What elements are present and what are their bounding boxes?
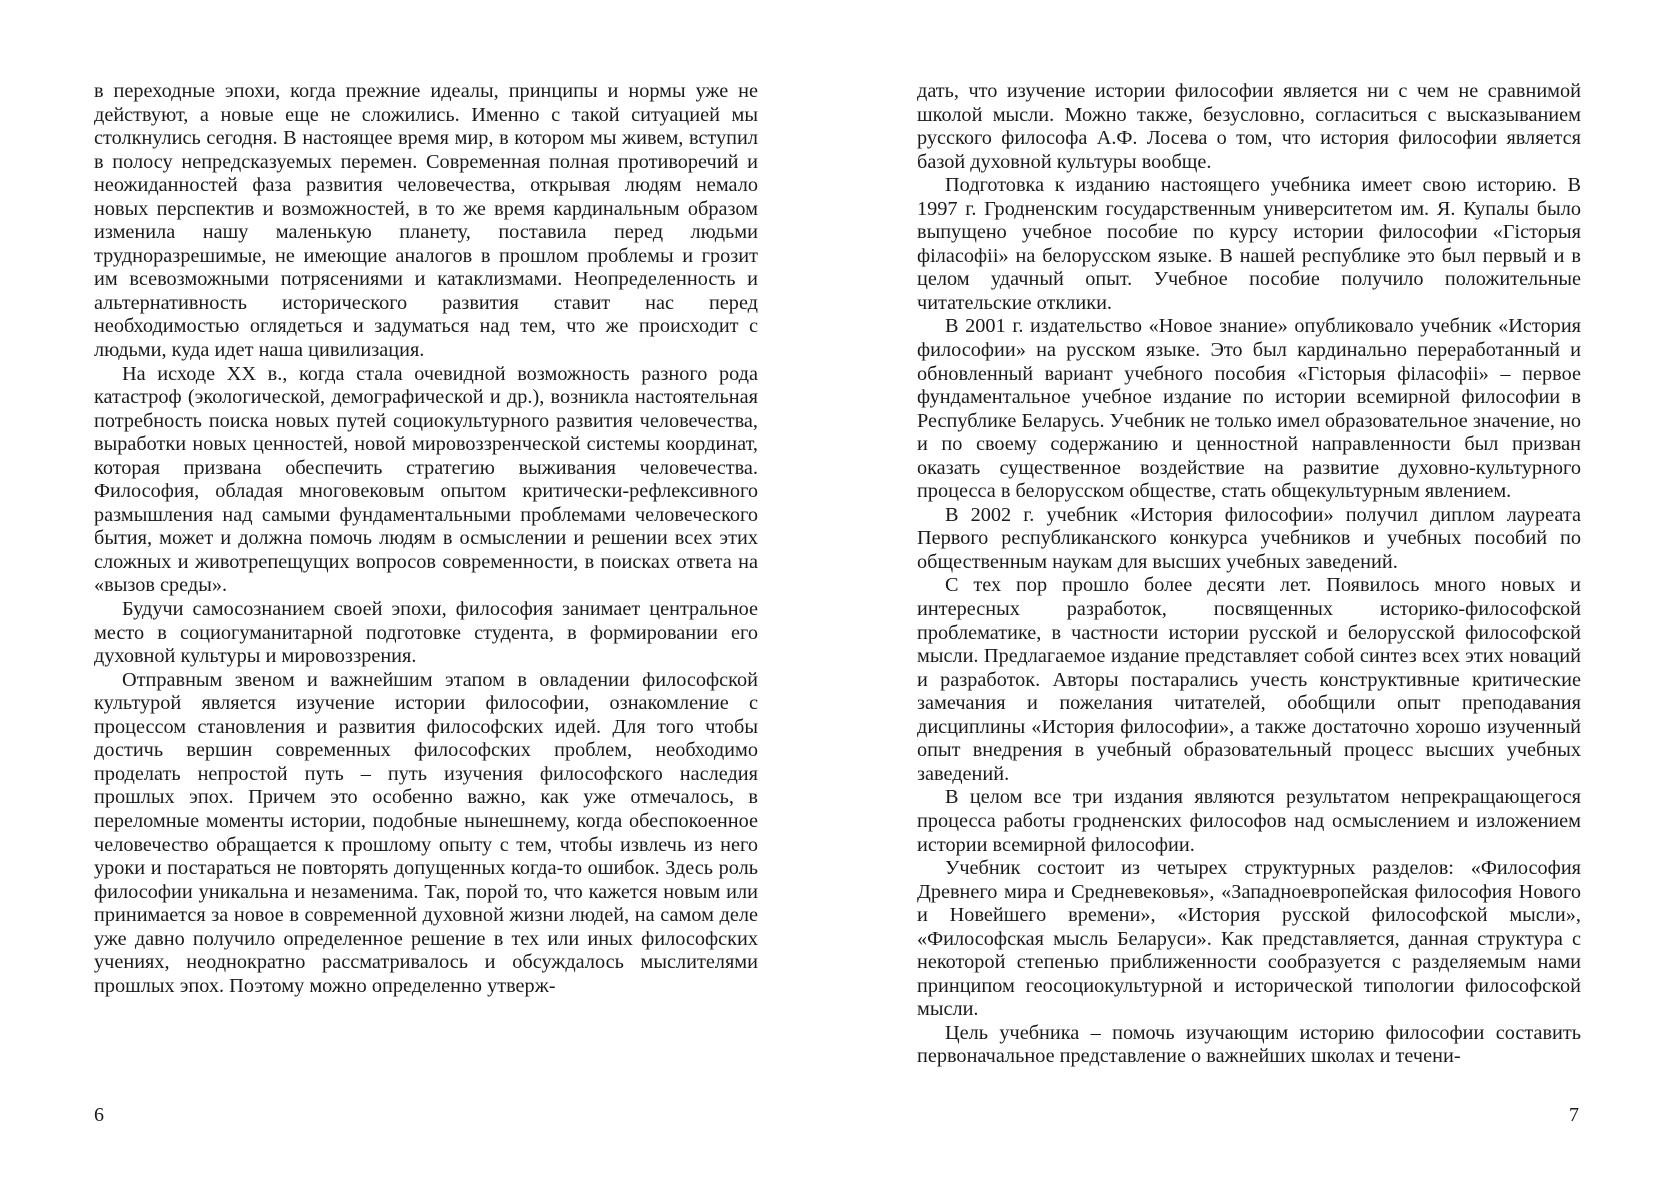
- paragraph: в переходные эпохи, когда прежние идеалы, принципы и нормы уже не действуют, а новые еще не сложились. Именно с такой ситуацией мы столкнулись сегодня. В настоящее время мир, в котором мы живем, вступил в полосу непредсказуемых перемен. Современная полная противоречий и неожиданностей фаза развития человечества, открывая людям немало новых перспектив и возможностей, в то же время кардинальным образом изменила нашу маленькую планету, поставила перед людьми трудноразрешимые, не имеющие аналогов в прошлом проблемы и грозит им всевозможными потрясениями и катаклизмами. Неопределенность и альтернативность исторического развития ставит нас перед необходимостью оглядеться и задуматься над тем, что же происходит с людьми, куда идет наша цивилизация.: [94, 80, 758, 362]
- page-number-left: 6: [94, 1104, 104, 1126]
- paragraph: На исходе XX в., когда стала очевидной возможность разного рода катастроф (экологической, демографической и др.), возникла настоятельная потребность поиска новых путей социокультурного развития человечества, выработки новых ценностей, новой мировоззренческой системы координат, которая призвана обеспечить стратегию выживания человечества. Философия, обладая многовековым опытом критически-рефлексивного размышления над самыми фундаментальными проблемами человеческого бытия, может и должна помочь людям в осмыслении и решении всех этих сложных и животрепещущих вопросов современности, в поисках ответа на «вызов среды».: [94, 362, 758, 597]
- paragraph: В 2001 г. издательство «Новое знание» опубликовало учебник «История философии» на русском языке. Это был кардинально переработанный и обновленный вариант учебного пособия «Гісторыя філасофіі» – первое фундаментальное учебное издание по истории всемирной философии в Республике Беларусь. Учебник не только имел образовательное значение, но и по своему содержанию и ценностной направленности был призван оказать существенное воздействие на развитие духовно-культурного процесса в белорусском обществе, стать общекультурным явлением.: [917, 315, 1581, 503]
- paragraph: Учебник состоит из четырех структурных разделов: «Философия Древнего мира и Средневековья», «Западноевропейская философия Нового и Новейшего времени», «История русской философской мысли», «Философская мысль Беларуси». Как представляется, данная структура с некоторой степенью приближенности сообразуется с разделяемым нами принципом геосоциокультурной и исторической типологии философской мысли.: [917, 857, 1581, 1021]
- paragraph: Отправным звеном и важнейшим этапом в овладении философской культурой является изучение истории философии, ознакомление с процессом становления и развития философских идей. Для того чтобы достичь вершин современных философских проблем, необходимо проделать непростой путь – путь изучения философского наследия прошлых эпох. Причем это особенно важно, как уже отмечалось, в переломные моменты истории, подобные нынешнему, когда обеспокоенное человечество обращается к прошлому опыту с тем, чтобы извлечь из него уроки и постараться не повторять допущенных когда-то ошибок. Здесь роль философии уникальна и незаменима. Так, порой то, что кажется новым или принимается за новое в современной духовной жизни людей, на самом деле уже давно получило определенное решение в тех или иных философских учениях, неоднократно рассматривалось и обсуждалось мыслителями прошлых эпох. Поэтому можно определенно утверж-: [94, 668, 758, 997]
- paragraph: В 2002 г. учебник «История философии» получил диплом лауреата Первого республиканского конкурса учебников и учебных пособий по общественным наукам для высших учебных заведений.: [917, 503, 1581, 573]
- right-page-text: [917, 80, 1581, 1069]
- paragraph: дать, что изучение истории философии является ни с чем не сравнимой школой мысли. Можно также, безусловно, согласиться с высказыванием русского философа А.Ф. Лосева о том, что история философии является базой духовной культуры вообще.: [917, 80, 1581, 173]
- left-page: [94, 80, 758, 1100]
- paragraph: В целом все три издания являются результатом непрекращающегося процесса работы гродненских философов над осмыслением и изложением истории всемирной философии.: [917, 786, 1581, 856]
- paragraph: С тех пор прошло более десяти лет. Появилось много новых и интересных разработок, посвященных историко-философской проблематике, в частности истории русской и белорусской философской мысли. Предлагаемое издание представляет собой синтез всех этих новаций и разработок. Авторы постарались учесть конструктивные критические замечания и пожелания читателей, обобщили опыт преподавания дисциплины «История философии», а также достаточно хорошо изученный опыт внедрения в учебный образовательный процесс высших учебных заведений.: [917, 574, 1581, 785]
- paragraph: Цель учебника – помочь изучающим историю философии составить первоначальное представление о важнейших школах и течени-: [917, 1021, 1581, 1068]
- right-page: [917, 80, 1581, 1100]
- page-number-right: 7: [1569, 1104, 1579, 1126]
- paragraph: Будучи самосознанием своей эпохи, философия занимает центральное место в социогуманитарной подготовке студента, в формировании его духовной культуры и мировоззрения.: [94, 598, 758, 668]
- left-page-text: [94, 80, 758, 998]
- paragraph: Подготовка к изданию настоящего учебника имеет свою историю. В 1997 г. Гродненским государственным университетом им. Я. Купалы было выпущено учебное пособие по курсу истории философии «Гісторыя філасофіі» на белорусском языке. В нашей республике это был первый и в целом удачный опыт. Учебное пособие получило положительные читательские отклики.: [917, 174, 1581, 314]
